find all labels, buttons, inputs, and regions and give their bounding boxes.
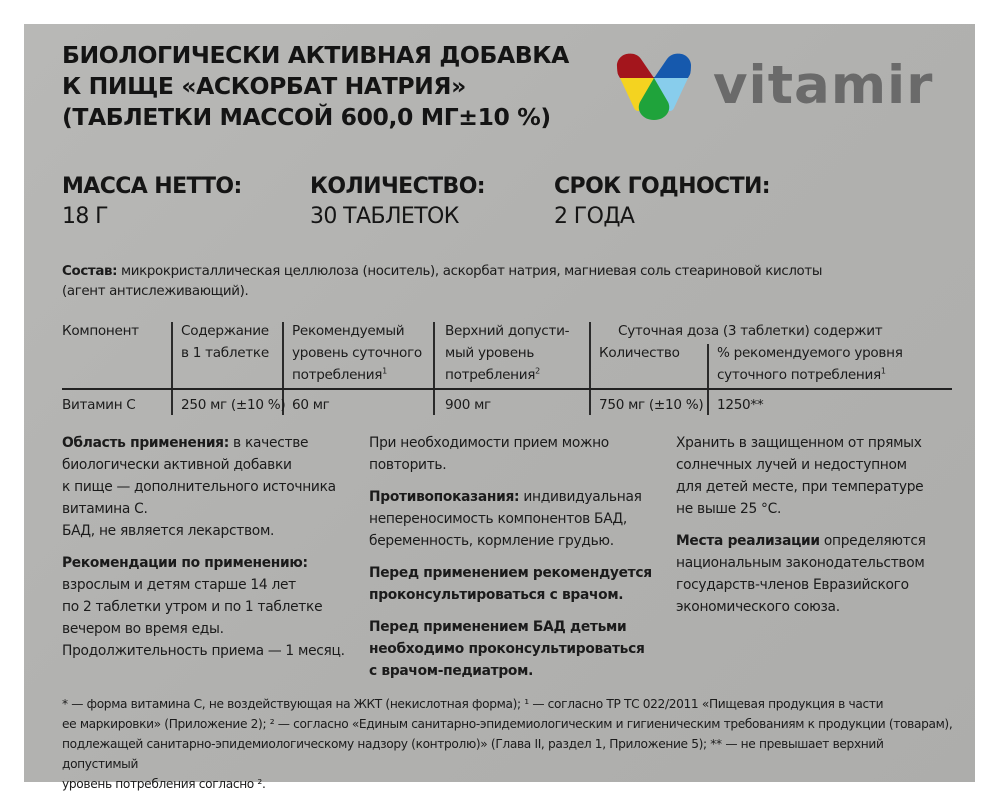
consult-doctor-note <box>369 562 654 606</box>
header-recommended-line: потребления <box>292 367 383 383</box>
footnote-ref: 2 <box>535 366 540 376</box>
footnote-ref: 1 <box>382 366 387 376</box>
usage-text: в качестве <box>228 435 309 451</box>
footnote-line: уровень потребления согласно ². <box>62 777 266 791</box>
header-upper-line: мый уровень <box>445 345 535 361</box>
usage-text: биологически активной добавки <box>62 457 292 473</box>
cell-daily-percent: 1250** <box>717 397 764 413</box>
cell-daily-quantity: 750 мг (±10 %) <box>599 397 704 413</box>
header-percent-line: % рекомендуемого уровня <box>717 345 903 361</box>
table-divider <box>433 322 435 415</box>
title-line-2: К ПИЩЕ «АСКОРБАТ НАТРИЯ» <box>62 72 466 100</box>
header-content-line: Содержание <box>181 323 269 339</box>
fact-shelf-life <box>554 172 770 232</box>
footnotes <box>62 694 957 794</box>
header-daily-dose-group: Суточная доза (3 таблетки) содержит <box>618 323 883 339</box>
header-component: Компонент <box>62 323 139 339</box>
contraindications-label: Противопоказания: <box>369 489 520 505</box>
table-divider <box>589 322 591 415</box>
recommendations-text: по 2 таблетки утром и по 1 таблетке <box>62 599 323 615</box>
fact-value: 18 Г <box>62 204 109 229</box>
repeat-note <box>369 432 654 476</box>
table-divider <box>171 322 173 415</box>
header-upper-line: Верхний допусти- <box>445 323 570 339</box>
recommendations-text: вечером во время еды. <box>62 621 224 637</box>
contraindications-text: непереносимость компонентов БАД, <box>369 511 627 527</box>
storage-conditions <box>676 432 956 520</box>
info-column-3 <box>676 432 956 628</box>
header-daily-percent <box>717 342 903 386</box>
sale-text: государств-членов Евразийского <box>676 577 909 593</box>
header-daily-quantity: Количество <box>599 345 680 361</box>
sale-label: Места реализации <box>676 533 820 549</box>
header-percent-line: суточного потребления <box>717 367 881 383</box>
header-recommended-line: уровень суточного <box>292 345 422 361</box>
recommendations-text: Продолжительность приема — 1 месяц. <box>62 643 345 659</box>
composition-text <box>62 262 942 302</box>
header-recommended-line: Рекомендуемый <box>292 323 405 339</box>
usage-text: БАД, не является лекарством. <box>62 523 275 539</box>
header-content-line: в 1 таблетке <box>181 345 269 361</box>
repeat-text: При необходимости прием можно <box>369 435 609 451</box>
title-line-1: БИОЛОГИЧЕСКИ АКТИВНАЯ ДОБАВКА <box>62 41 569 69</box>
footnote-ref: 1 <box>880 366 886 376</box>
cell-component: Витамин С <box>62 397 136 413</box>
children-text: Перед применением БАД детьми <box>369 619 627 635</box>
product-title <box>62 40 569 133</box>
title-line-3: (ТАБЛЕТКИ МАССОЙ 600,0 МГ±10 %) <box>62 103 551 131</box>
cell-content: 250 мг (±10 %) <box>181 397 286 413</box>
footnote-line: * — форма витамина С, не воздействующая на ЖКТ (некислотная форма); ¹ — согласно ТР ТС 022/2011 «Пищевая продукция в части <box>62 697 884 711</box>
usage-text: витамина С. <box>62 501 148 517</box>
composition-label: Состав: <box>62 264 118 279</box>
contraindications-text: индивидуальная <box>519 489 642 505</box>
storage-text: Хранить в защищенном от прямых <box>676 435 922 451</box>
header-upper-limit <box>445 320 569 386</box>
fact-label: СРОК ГОДНОСТИ: <box>554 174 771 199</box>
usage-area <box>62 432 352 542</box>
cell-upper-limit: 900 мг <box>445 397 491 413</box>
fact-quantity <box>310 172 485 232</box>
fact-label: МАССА НЕТТО: <box>62 174 242 199</box>
fact-value: 30 ТАБЛЕТОК <box>310 204 459 229</box>
recommendations-label: Рекомендации по применению: <box>62 555 308 571</box>
sale-places <box>676 530 956 618</box>
info-column-2 <box>369 432 654 692</box>
sale-text: национальным законодательством <box>676 555 925 571</box>
info-column-1 <box>62 432 352 672</box>
footnote-line: ее маркировки» (Приложение 2); ² — согласно «Единым санитарно-эпидемиологическим и гигиеническим требованиям к продукции (товарам), <box>62 717 953 731</box>
children-text: с врачом-педиатром. <box>369 663 534 679</box>
header-recommended <box>292 320 422 386</box>
usage-recommendations <box>62 552 352 662</box>
children-text: необходимо проконсультироваться <box>369 641 645 657</box>
composition-line-2: (агент антислеживающий). <box>62 284 249 299</box>
usage-label: Область применения: <box>62 435 229 451</box>
footnote-line: подлежащей санитарно-эпидемиологическому надзору (контролю)» (Глава II, раздел 1, Приложение 5); ** — не превышает верхний допустимый <box>62 737 884 771</box>
contraindications-text: беременность, кормление грудью. <box>369 533 614 549</box>
cell-recommended: 60 мг <box>292 397 330 413</box>
recommendations-text: взрослым и детям старше 14 лет <box>62 577 296 593</box>
fact-net-mass <box>62 172 242 232</box>
header-content <box>181 320 269 364</box>
header-upper-line: потребления <box>445 367 536 383</box>
product-facts <box>0 172 1000 232</box>
consult-text: Перед применением рекомендуется <box>369 565 652 581</box>
usage-text: к пище — дополнительного источника <box>62 479 336 495</box>
contraindications <box>369 486 654 552</box>
fact-label: КОЛИЧЕСТВО: <box>310 174 485 199</box>
nutrition-table <box>62 320 952 415</box>
repeat-text: повторить. <box>369 457 447 473</box>
brand-wordmark: vitamir <box>713 55 934 116</box>
storage-text: солнечных лучей и недоступном <box>676 457 907 473</box>
table-header-rule <box>62 388 952 390</box>
sale-text: определяются <box>819 533 926 549</box>
consult-text: проконсультироваться с врачом. <box>369 587 624 603</box>
table-divider <box>707 344 709 415</box>
vitamir-v-logo-icon <box>614 50 694 122</box>
children-note <box>369 616 654 682</box>
fact-value: 2 ГОДА <box>554 204 635 229</box>
composition-line-1: микрокристаллическая целлюлоза (носитель), аскорбат натрия, магниевая соль стеариновой кислоты <box>117 264 823 279</box>
storage-text: не выше 25 °С. <box>676 501 782 517</box>
sale-text: экономического союза. <box>676 599 840 615</box>
storage-text: для детей месте, при температуре <box>676 479 924 495</box>
